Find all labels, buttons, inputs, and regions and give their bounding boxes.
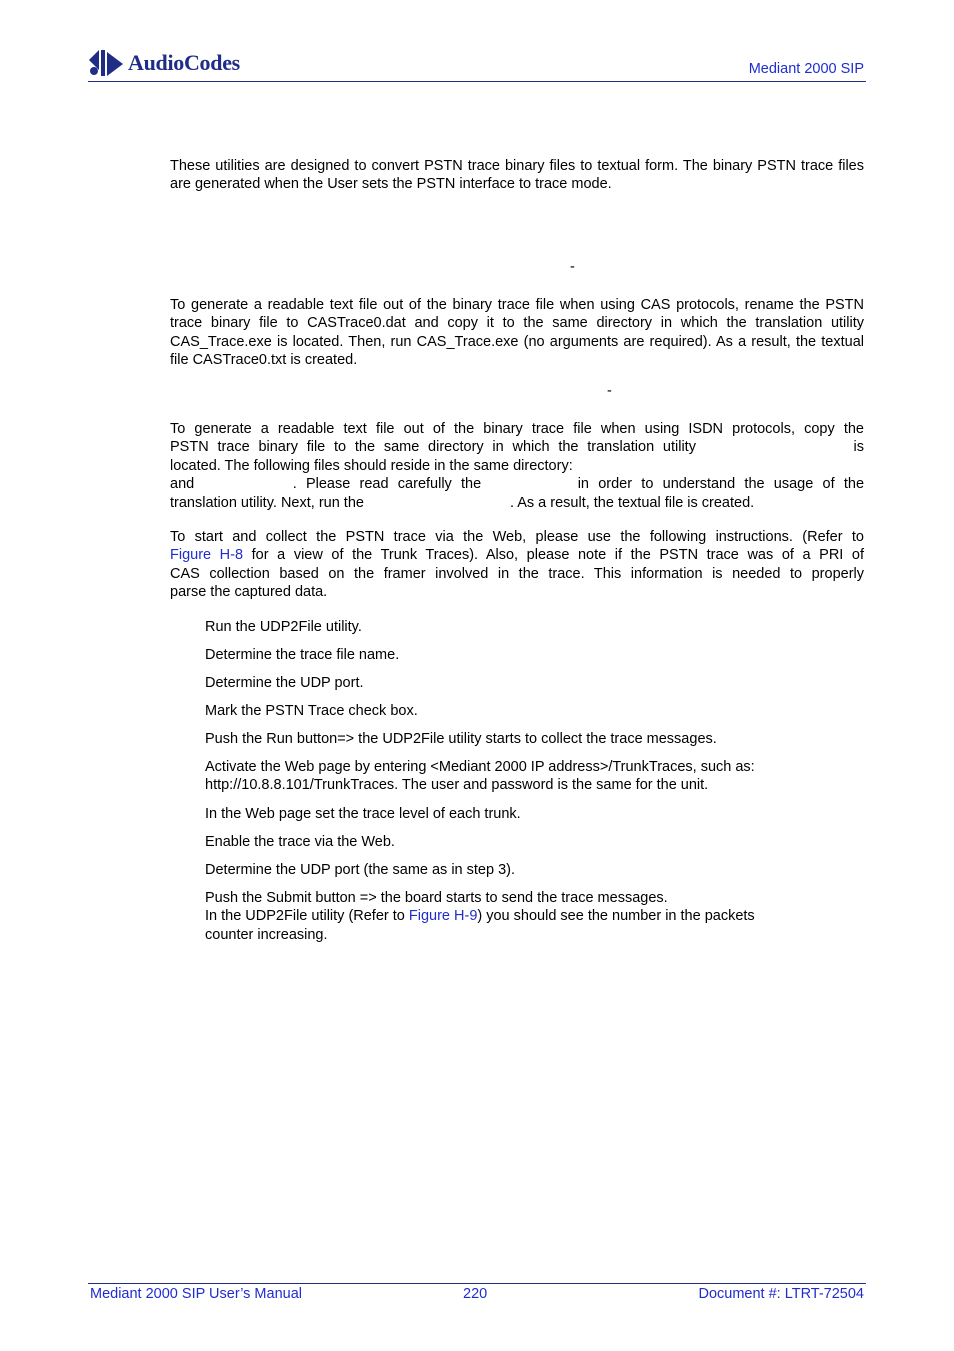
web-paragraph [170,528,864,602]
step-9: Determine the UDP port (the same as in step 3). [205,862,516,878]
web-line-2-rest: for a view of the Trunk Traces). Also, please note if the PSTN trace was of a PRI of [251,547,864,564]
footer-document-number: Document #: LTRT-72504 [698,1286,864,1302]
isdn-line-4-a: and [170,476,195,493]
step-6-line-1: Activate the Web page by entering <Mediant 2000 IP address>/TrunkTraces, such as: [205,759,755,775]
step-10-line-2-end: ) you should see the number in the packets [477,908,755,925]
isdn-line-4-c: in order to understand the usage of the [577,476,865,493]
intro-paragraph: These utilities are designed to convert PSTN trace binary files to textual form. The binary PSTN trace files are generated when the User sets the PSTN interface to trace mode. [170,158,864,193]
step-10 [205,889,755,944]
step-7: In the Web page set the trace level of each trunk. [205,806,521,822]
header-product: Mediant 2000 SIP [748,61,864,77]
step-3: Determine the UDP port. [205,675,364,691]
step-5: Push the Run button=> the UDP2File utility starts to collect the trace messages. [205,731,717,747]
isdn-paragraph [170,420,864,512]
step-10-line-2 [205,907,755,925]
isdn-line-2-end: is [853,439,865,456]
footer-page-number: 220 [463,1286,488,1302]
header-divider [88,81,866,82]
isdn-line-4 [170,475,864,493]
isdn-line-5-b: . As a result, the textual file is created. [509,494,755,511]
step-1: Run the UDP2File utility. [205,619,362,635]
figure-h8-link[interactable]: Figure H-8 [170,547,244,564]
isdn-line-2-start: PSTN trace binary file to the same directory in which the translation utility [170,439,696,456]
web-line-1: To start and collect the PSTN trace via the Web, please use the following instructions. (Refer to [170,529,864,545]
isdn-line-1: To generate a readable text file out of the binary trace file when using ISDN protocols, copy the [170,421,864,437]
step-10-line-3: counter increasing. [205,926,328,943]
cas-paragraph: To generate a readable text file out of the binary trace file when using CAS protocols, rename the PSTN trace binary file to CASTrace0.dat and copy it to the same directory in which the translation utility CAS_Trace.exe is located. Then, run CAS_Trace.exe (no arguments are required). As a result, the textual file CASTrace0.txt is created. [170,297,864,369]
step-8: Enable the trace via the Web. [205,834,395,850]
isdn-line-4-b: . Please read carefully the [292,476,482,493]
step-2: Determine the trace file name. [205,647,400,663]
web-line-2 [170,546,864,564]
footer-manual-title: Mediant 2000 SIP User’s Manual [90,1286,302,1302]
isdn-line-5 [170,494,864,512]
step-10-line-2-start: In the UDP2File utility (Refer to [205,908,405,925]
step-6-line-2: http://10.8.8.101/TrunkTraces. The user and password is the same for the unit. [205,777,709,794]
isdn-line-3: located. The following files should reside in the same directory: [170,457,573,474]
footer-divider [88,1283,866,1284]
cas-heading-dash: - [570,259,575,275]
isdn-line-5-a: translation utility. Next, run the [170,494,364,511]
web-line-4: parse the captured data. [170,584,328,601]
isdn-heading-dash: - [607,383,612,399]
step-10-line-1: Push the Submit button => the board starts to send the trace messages. [205,890,668,906]
audiocodes-logo-icon [89,48,125,78]
step-6 [205,758,755,795]
step-4: Mark the PSTN Trace check box. [205,703,418,719]
isdn-line-2 [170,438,864,456]
web-line-3: CAS collection based on the framer involved in the trace. This information is needed to properly [170,565,864,582]
brand-name: AudioCodes [128,50,240,75]
figure-h9-link[interactable]: Figure H-9 [408,908,478,925]
